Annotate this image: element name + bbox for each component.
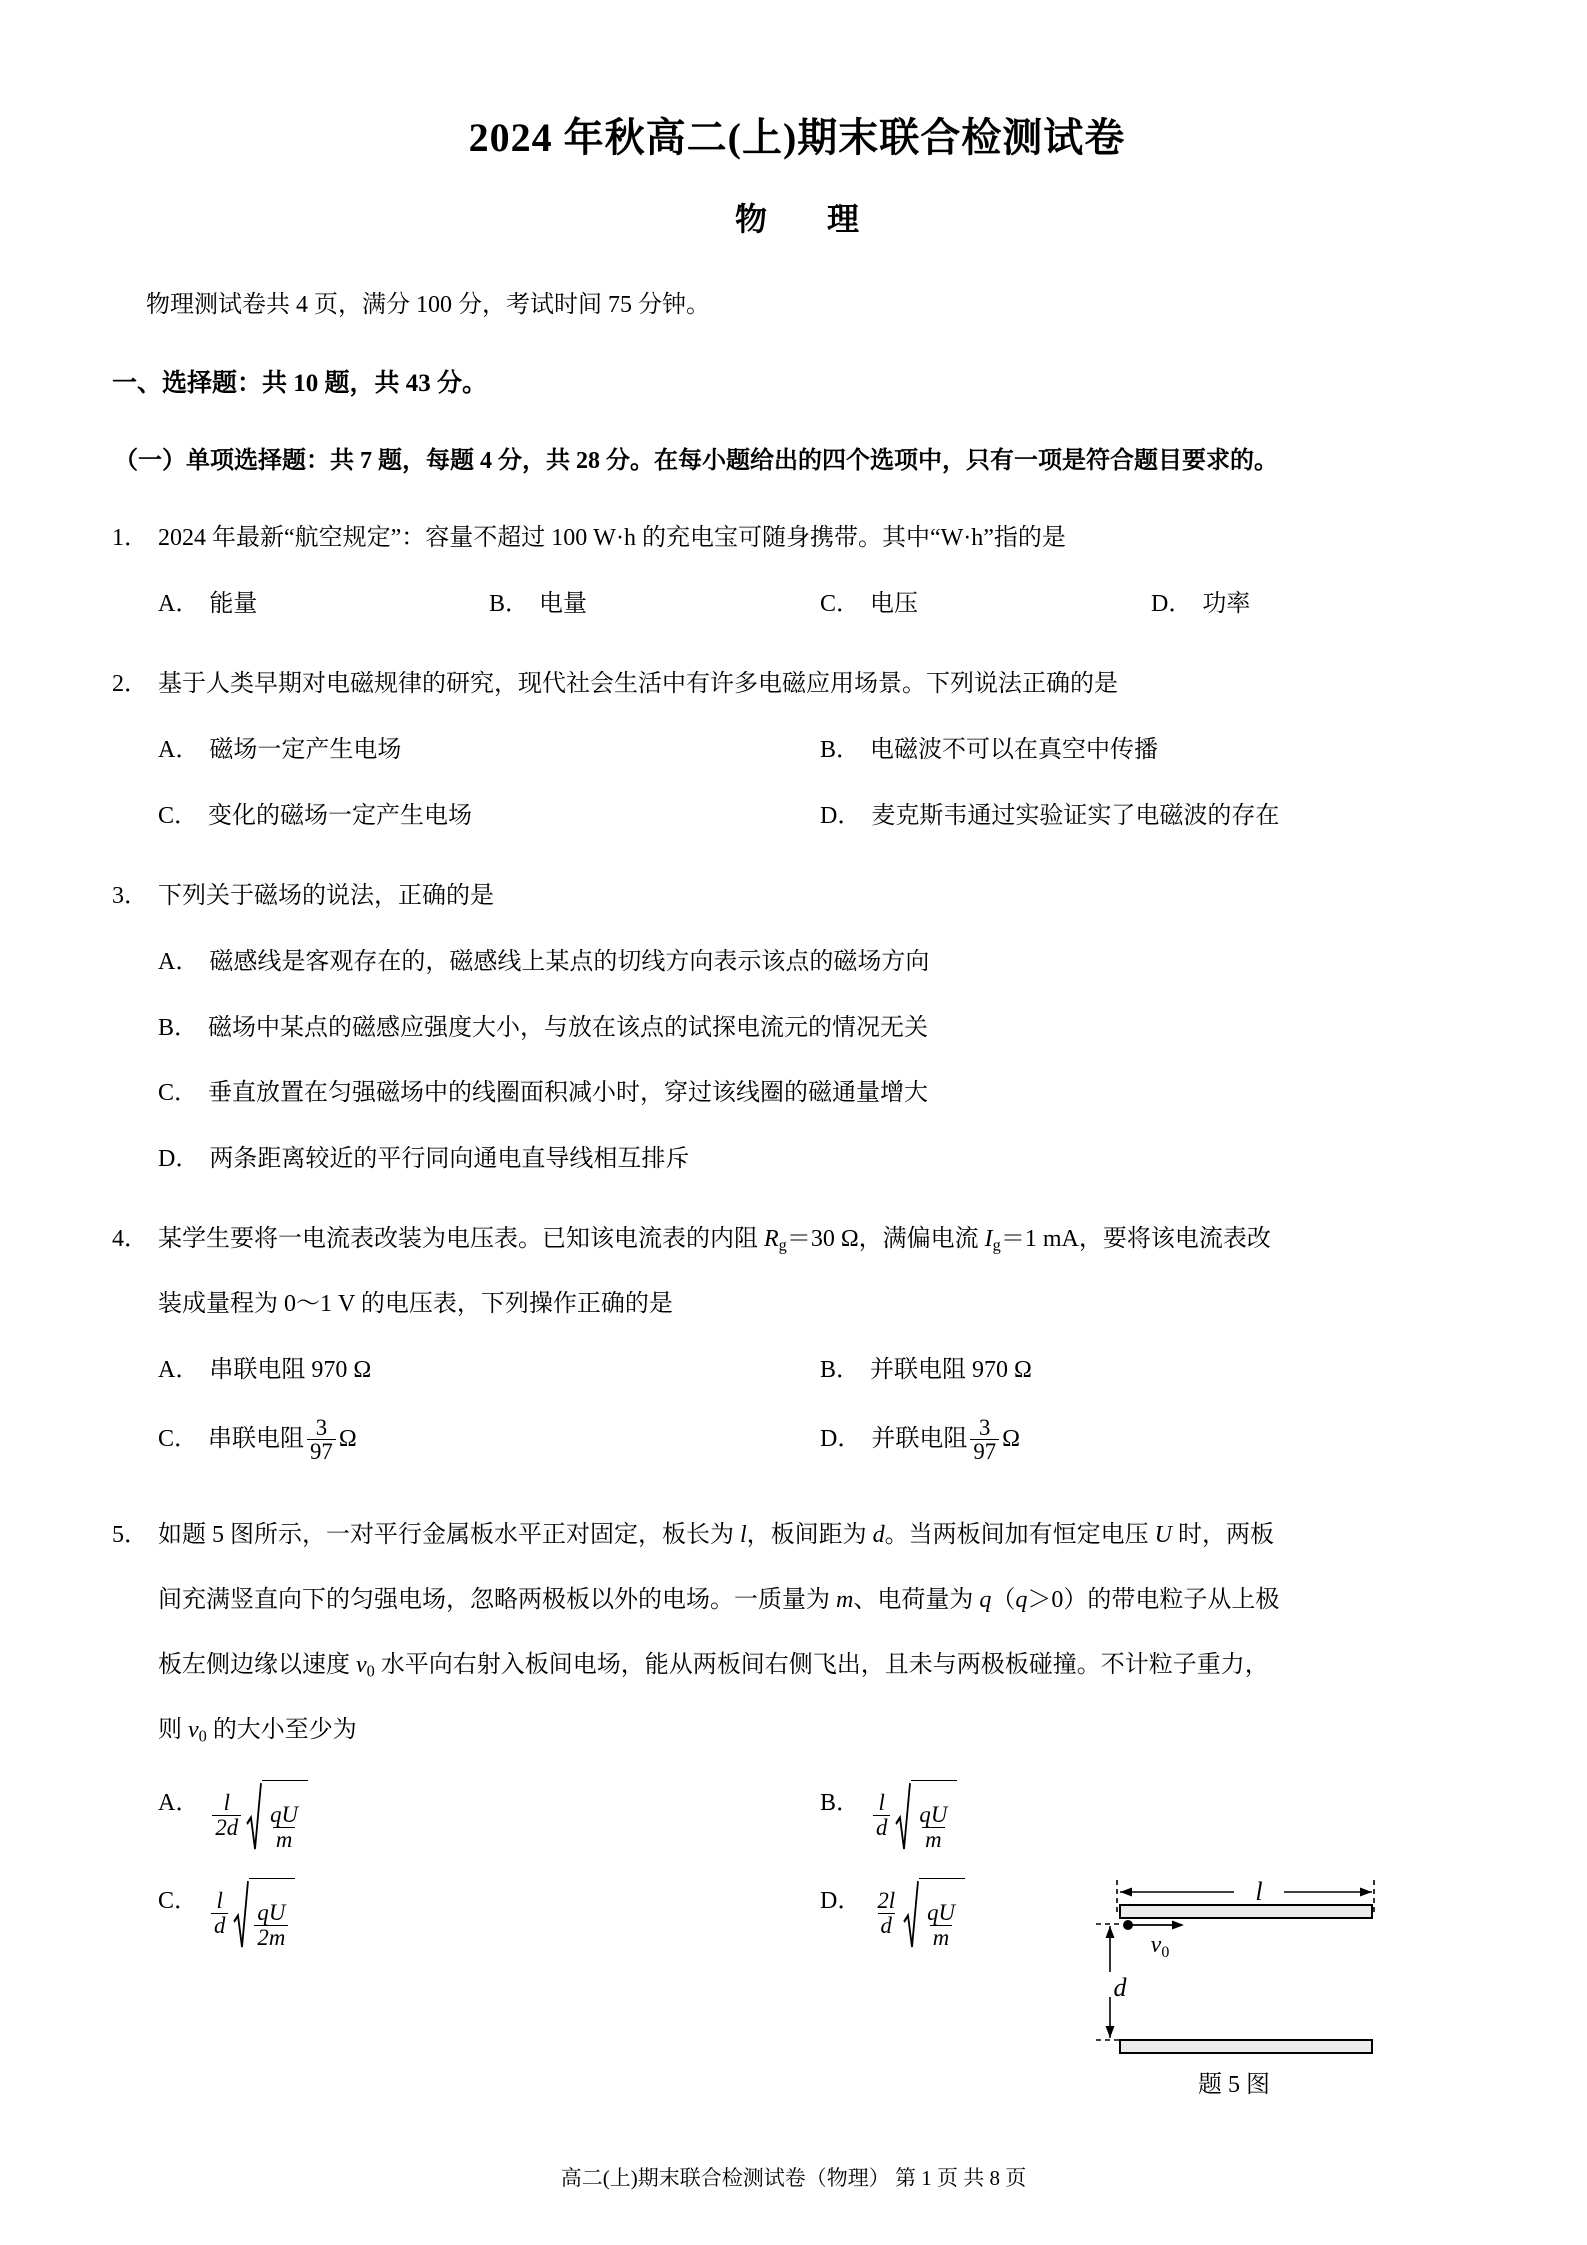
q5-l1-c: 。当两板间加有恒定电压 bbox=[884, 1522, 1155, 1549]
question-4-stem bbox=[158, 1216, 1482, 1263]
option-5-b-expr bbox=[870, 1780, 957, 1852]
q5-l4-b: 的大小至少为 bbox=[206, 1716, 357, 1743]
option-5-b-rad-den: m bbox=[925, 1826, 942, 1852]
question-1-stem-part-a: 2024 年最新“航空规定”：容量不超过 100 W bbox=[158, 524, 616, 551]
option-3-a-label: A． bbox=[158, 948, 200, 975]
figure-label-d: d bbox=[1113, 1973, 1127, 2002]
option-5-a-sqrt bbox=[246, 1780, 308, 1852]
option-3-d-label: D． bbox=[158, 1145, 200, 1172]
option-5-a-label: A． bbox=[158, 1790, 200, 1817]
option-1-d-label: D． bbox=[1151, 590, 1193, 617]
subsection-heading-single-choice: （一）单项选择题：共 7 题，每题 4 分，共 28 分。在每小题给出的四个选项中，只有一项是符合题目要求的。 bbox=[114, 448, 1278, 475]
option-2-d-label: D． bbox=[820, 802, 862, 829]
q5-l4-a: 则 bbox=[158, 1716, 188, 1743]
symbol-U: U bbox=[1154, 1522, 1173, 1549]
question-3 bbox=[112, 873, 1482, 1182]
option-3-c[interactable] bbox=[158, 1071, 1482, 1117]
section-heading-part-one: 一、选择题：共 10 题，共 43 分。 bbox=[112, 370, 488, 398]
option-4-c-label: C． bbox=[158, 1426, 199, 1453]
option-1-a[interactable] bbox=[158, 582, 489, 628]
question-4-number: 4． bbox=[112, 1226, 148, 1253]
symbol-v: v bbox=[356, 1651, 367, 1678]
figure-label-l: l bbox=[1255, 1877, 1263, 1906]
option-2-c-text: 变化的磁场一定产生电场 bbox=[208, 802, 473, 829]
option-5-a-frac-num: l bbox=[223, 1790, 230, 1816]
question-1-stem-part-c: h”指的是 bbox=[971, 524, 1066, 551]
option-5-d-frac-den: d bbox=[880, 1913, 892, 1939]
question-2-number: 2． bbox=[112, 671, 148, 698]
page-title: 2024 年秋高二(上)期末联合检测试卷 bbox=[468, 115, 1126, 160]
subject-title: 物 理 bbox=[734, 201, 873, 237]
exam-intro: 物理测试卷共 4 页，满分 100 分，考试时间 75 分钟。 bbox=[146, 292, 710, 318]
option-1-b[interactable] bbox=[489, 582, 820, 628]
option-5-a-expr bbox=[209, 1780, 308, 1852]
q5-l3-a: 板左侧边缘以速度 bbox=[158, 1651, 356, 1678]
page-content bbox=[112, 0, 1482, 1950]
question-1-number: 1． bbox=[112, 524, 148, 551]
question-2 bbox=[112, 661, 1482, 839]
q5-l1-d: 时，两板 bbox=[1172, 1522, 1275, 1549]
option-3-d[interactable] bbox=[158, 1137, 1482, 1183]
question-4-options bbox=[112, 1348, 1482, 1464]
option-5-c-rad-den: 2m bbox=[257, 1924, 286, 1950]
question-4 bbox=[112, 1216, 1482, 1464]
symbol-I: I bbox=[984, 1226, 993, 1253]
option-2-a-text: 磁场一定产生电场 bbox=[209, 736, 402, 763]
option-4-a[interactable] bbox=[158, 1348, 820, 1394]
symbol-R-sub: g bbox=[778, 1235, 787, 1255]
question-5-stem-line4 bbox=[158, 1707, 1482, 1754]
option-4-a-label: A． bbox=[158, 1356, 200, 1383]
middot-1: · bbox=[615, 524, 624, 551]
option-1-c[interactable] bbox=[820, 582, 1151, 628]
option-5-a-rad-den: m bbox=[275, 1826, 293, 1852]
option-5-a[interactable] bbox=[158, 1780, 820, 1852]
symbol-q: q bbox=[979, 1587, 992, 1614]
option-2-b[interactable] bbox=[820, 728, 1482, 774]
symbol-m: m bbox=[836, 1587, 854, 1614]
option-4-d-numerator: 3 bbox=[979, 1414, 991, 1440]
option-3-c-text: 垂直放置在匀强磁场中的线圈面积减小时，穿过该线圈的磁通量增大 bbox=[208, 1080, 929, 1107]
symbol-v-2-sub: 0 bbox=[198, 1726, 207, 1746]
option-5-b[interactable] bbox=[820, 1780, 1482, 1852]
question-2-stem: 基于人类早期对电磁规律的研究，现代社会生活中有许多电磁应用场景。下列说法正确的是 bbox=[158, 671, 1118, 698]
option-4-d[interactable] bbox=[820, 1416, 1482, 1465]
symbol-R: R bbox=[764, 1226, 779, 1253]
option-3-b-label: B． bbox=[158, 1014, 199, 1041]
question-5-number: 5． bbox=[112, 1522, 148, 1549]
option-5-b-frac-den: d bbox=[876, 1815, 888, 1841]
q5-l2-b: 、电荷量为 bbox=[853, 1587, 980, 1614]
question-3-number: 3． bbox=[112, 883, 148, 910]
option-1-d-text: 功率 bbox=[1202, 590, 1251, 617]
option-3-b[interactable] bbox=[158, 1006, 1482, 1052]
option-4-d-text bbox=[871, 1416, 1020, 1465]
q5-l3-b: 水平向右射入板间电场，能从两板间右侧飞出，且未与两极板碰撞。不计粒子重力， bbox=[374, 1651, 1269, 1678]
option-4-a-text: 串联电阻 970 Ω bbox=[209, 1356, 372, 1383]
q5-l1-b: ，板间距为 bbox=[746, 1522, 873, 1549]
middot-2: · bbox=[963, 524, 972, 551]
q5-l1-a: 如题 5 图所示，一对平行金属板水平正对固定，板长为 bbox=[158, 1522, 740, 1549]
option-5-d-label: D． bbox=[820, 1888, 862, 1915]
option-1-b-text: 电量 bbox=[539, 590, 588, 617]
question-4-stem-part-2: ＝30 Ω，满偏电流 bbox=[786, 1226, 985, 1253]
option-3-a[interactable] bbox=[158, 940, 1482, 986]
q5-l2-a: 间充满竖直向下的匀强电场，忽略两极板以外的电场。一质量为 bbox=[158, 1587, 836, 1614]
symbol-I-sub: g bbox=[992, 1235, 1001, 1255]
figure-caption: 题 5 图 bbox=[1198, 2072, 1270, 2098]
option-5-b-label: B． bbox=[820, 1790, 861, 1817]
question-4-stem-part-1: 某学生要将一电流表改装为电压表。已知该电流表的内阻 bbox=[158, 1226, 764, 1253]
option-4-b-text: 并联电阻 970 Ω bbox=[870, 1356, 1032, 1383]
q5-l2-d: ＞0）的带电粒子从上极 bbox=[1027, 1587, 1280, 1614]
option-4-d-label: D． bbox=[820, 1426, 862, 1453]
question-3-options bbox=[112, 940, 1482, 1182]
option-5-c-sqrt bbox=[233, 1878, 295, 1950]
option-2-b-text: 电磁波不可以在真空中传播 bbox=[870, 736, 1159, 763]
option-3-c-label: C． bbox=[158, 1080, 199, 1107]
option-5-d-expr bbox=[871, 1878, 965, 1950]
option-5-c-frac-den: d bbox=[214, 1913, 226, 1939]
option-5-c-label: C． bbox=[158, 1888, 199, 1915]
question-1-options bbox=[112, 582, 1482, 628]
page-footer: 高二(上)期末联合检测试卷（物理） 第 1 页 共 8 页 bbox=[560, 2166, 1027, 2190]
question-5-stem-line2 bbox=[158, 1577, 1482, 1624]
option-4-d-fraction bbox=[970, 1416, 999, 1465]
option-5-b-rad-num: qU bbox=[919, 1801, 948, 1827]
option-4-c-denominator: 97 bbox=[307, 1439, 336, 1464]
option-5-c-rad-num: qU bbox=[257, 1899, 286, 1925]
option-2-d-text: 麦克斯韦通过实验证实了电磁波的存在 bbox=[871, 802, 1280, 829]
option-1-a-text: 能量 bbox=[209, 590, 258, 617]
option-1-b-label: B． bbox=[489, 590, 530, 617]
option-4-c-prefix: 串联电阻 bbox=[208, 1426, 305, 1453]
option-5-d-sqrt bbox=[903, 1878, 965, 1950]
parallel-plates-diagram bbox=[1084, 1872, 1484, 2072]
question-5-stem-line1 bbox=[158, 1512, 1482, 1559]
symbol-v-sub: 0 bbox=[366, 1661, 375, 1681]
option-5-d-rad-num: qU bbox=[927, 1899, 955, 1925]
option-1-a-label: A． bbox=[158, 590, 200, 617]
question-4-stem-line2: 装成量程为 0～1 V 的电压表，下列操作正确的是 bbox=[158, 1291, 673, 1318]
option-1-c-text: 电压 bbox=[870, 590, 919, 617]
option-5-c-frac-num: l bbox=[216, 1888, 223, 1914]
q5-l2-c: （ bbox=[991, 1587, 1016, 1614]
option-5-c[interactable] bbox=[158, 1878, 820, 1950]
option-2-c-label: C． bbox=[158, 802, 199, 829]
question-3-stem: 下列关于磁场的说法，正确的是 bbox=[158, 883, 494, 910]
question-4-stem-part-3: ＝1 mA，要将该电流表改 bbox=[1000, 1226, 1271, 1253]
option-3-d-text: 两条距离较近的平行同向通电直导线相互排斥 bbox=[209, 1145, 690, 1172]
option-4-c[interactable] bbox=[158, 1416, 820, 1465]
option-4-b-label: B． bbox=[820, 1356, 861, 1383]
option-5-c-expr bbox=[208, 1878, 295, 1950]
option-4-c-text bbox=[208, 1416, 357, 1465]
option-2-d[interactable] bbox=[820, 794, 1482, 840]
symbol-d: d bbox=[872, 1522, 885, 1549]
option-2-c[interactable] bbox=[158, 794, 820, 840]
option-4-b[interactable] bbox=[820, 1348, 1482, 1394]
option-4-c-numerator: 3 bbox=[315, 1414, 328, 1440]
option-5-b-frac-num: l bbox=[878, 1790, 885, 1816]
question-2-options bbox=[112, 728, 1482, 839]
option-3-a-text: 磁感线是客观存在的，磁感线上某点的切线方向表示该点的磁场方向 bbox=[209, 948, 930, 975]
option-4-c-fraction bbox=[307, 1416, 336, 1465]
option-4-d-denominator: 97 bbox=[970, 1439, 999, 1464]
option-2-a[interactable] bbox=[158, 728, 820, 774]
option-4-d-unit: Ω bbox=[1002, 1426, 1020, 1453]
symbol-l: l bbox=[740, 1522, 747, 1549]
option-3-b-text: 磁场中某点的磁感应强度大小，与放在该点的试探电流元的情况无关 bbox=[208, 1014, 929, 1041]
option-4-c-unit: Ω bbox=[338, 1426, 357, 1453]
option-5-a-rad-num: qU bbox=[270, 1801, 299, 1827]
option-2-a-label: A． bbox=[158, 736, 200, 763]
option-2-b-label: B． bbox=[820, 736, 861, 763]
symbol-v-2: v bbox=[188, 1716, 199, 1743]
question-5-figure bbox=[1084, 1872, 1484, 2132]
option-1-d[interactable] bbox=[1151, 582, 1482, 628]
question-1-stem bbox=[158, 515, 1482, 562]
option-5-d-frac-num: 2l bbox=[877, 1888, 896, 1914]
option-5-a-frac-den: 2d bbox=[215, 1815, 239, 1841]
question-5-stem-line3 bbox=[158, 1642, 1482, 1689]
option-5-b-sqrt bbox=[895, 1780, 957, 1852]
question-1-stem-part-b: h 的充电宝可随身携带。其中“W bbox=[623, 524, 964, 551]
figure-label-v0: $v_0$ bbox=[1150, 1932, 1170, 1961]
symbol-q-2: q bbox=[1015, 1587, 1028, 1614]
option-1-c-label: C． bbox=[820, 590, 861, 617]
question-1 bbox=[112, 515, 1482, 627]
option-4-d-prefix: 并联电阻 bbox=[871, 1426, 968, 1453]
option-5-d-rad-den: m bbox=[932, 1924, 950, 1950]
